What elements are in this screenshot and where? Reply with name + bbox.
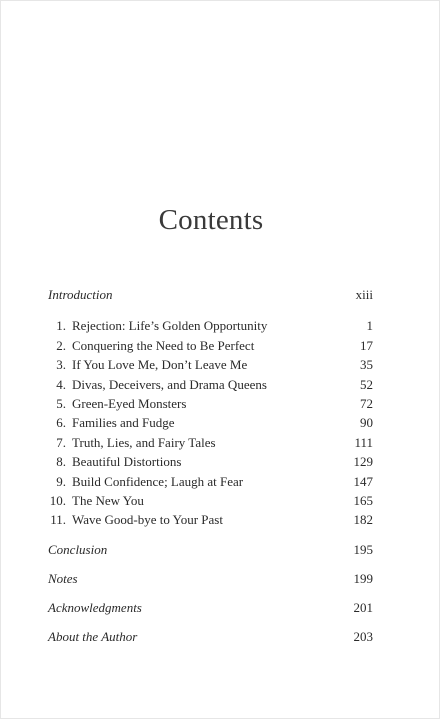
section-gap xyxy=(47,304,373,316)
table-of-contents xyxy=(47,285,373,647)
chapter-page: 72 xyxy=(360,395,373,411)
chapter-title: Divas, Deceivers, and Drama Queens xyxy=(72,376,267,392)
chapter-title: Beautiful Distortions xyxy=(72,454,182,470)
chapter-page: 111 xyxy=(354,434,373,450)
chapter-number: 7. xyxy=(56,434,66,450)
chapter-title: Rejection: Life’s Golden Opportunity xyxy=(72,318,268,334)
chapter-number: 5. xyxy=(56,395,66,411)
chapter-title: Wave Good-bye to Your Past xyxy=(72,512,223,528)
chapter-number: 6. xyxy=(56,415,66,431)
chapter-page: 147 xyxy=(353,473,373,489)
toc-entry-conclusion xyxy=(47,540,373,559)
chapter-number: 8. xyxy=(56,454,66,470)
chapter-entry xyxy=(47,375,373,394)
chapter-page: 129 xyxy=(353,454,373,470)
chapter-entry xyxy=(47,336,373,355)
toc-entry-page: 199 xyxy=(353,570,373,586)
chapter-entry xyxy=(47,316,373,335)
toc-entry-acknowledgments xyxy=(47,598,373,617)
section-gap xyxy=(47,617,373,627)
chapter-entry xyxy=(47,510,373,529)
toc-entry-introduction xyxy=(47,285,373,304)
chapter-entry xyxy=(47,394,373,413)
chapter-entry xyxy=(47,452,373,471)
chapter-number: 10. xyxy=(49,492,66,508)
chapter-entry xyxy=(47,355,373,374)
chapter-title: Truth, Lies, and Fairy Tales xyxy=(72,434,216,450)
chapter-number: 11. xyxy=(50,512,66,528)
chapter-number: 2. xyxy=(56,337,66,353)
chapter-title: Build Confidence; Laugh at Fear xyxy=(72,473,244,489)
chapter-title: Conquering the Need to Be Perfect xyxy=(72,337,255,353)
toc-entry-title: Acknowledgments xyxy=(48,600,142,616)
toc-entry-title: About the Author xyxy=(48,629,138,645)
toc-entry-page: 195 xyxy=(353,541,373,557)
toc-entry-title: Notes xyxy=(48,570,78,586)
toc-entry-page: 201 xyxy=(353,600,373,616)
chapter-title: Families and Fudge xyxy=(72,415,175,431)
section-gap xyxy=(47,588,373,598)
chapter-number: 3. xyxy=(56,357,66,373)
chapter-page: 165 xyxy=(353,492,373,508)
chapter-page: 90 xyxy=(360,415,373,431)
chapter-page: 35 xyxy=(360,357,373,373)
chapter-page: 17 xyxy=(360,337,373,353)
chapter-number: 4. xyxy=(56,376,66,392)
chapter-entry xyxy=(47,472,373,491)
toc-entry-notes xyxy=(47,569,373,588)
chapter-page: 52 xyxy=(360,376,373,392)
section-gap xyxy=(47,530,373,540)
page-title: Contents xyxy=(158,204,264,237)
toc-entry-page: 203 xyxy=(353,629,373,645)
toc-entry-title: Introduction xyxy=(48,287,113,302)
chapter-entry xyxy=(47,433,373,452)
chapter-entry xyxy=(47,491,373,510)
chapter-title: The New You xyxy=(72,492,144,508)
chapter-title: If You Love Me, Don’t Leave Me xyxy=(72,357,248,373)
chapter-page: 182 xyxy=(353,512,373,528)
toc-entry-page: xiii xyxy=(355,287,373,302)
toc-entry-title: Conclusion xyxy=(48,541,108,557)
chapter-number: 1. xyxy=(56,318,66,334)
chapter-title: Green-Eyed Monsters xyxy=(72,395,187,411)
chapter-entry xyxy=(47,413,373,432)
section-gap xyxy=(47,559,373,569)
chapter-number: 9. xyxy=(56,473,66,489)
toc-entry-about-author xyxy=(47,627,373,646)
chapter-page: 1 xyxy=(366,318,373,334)
